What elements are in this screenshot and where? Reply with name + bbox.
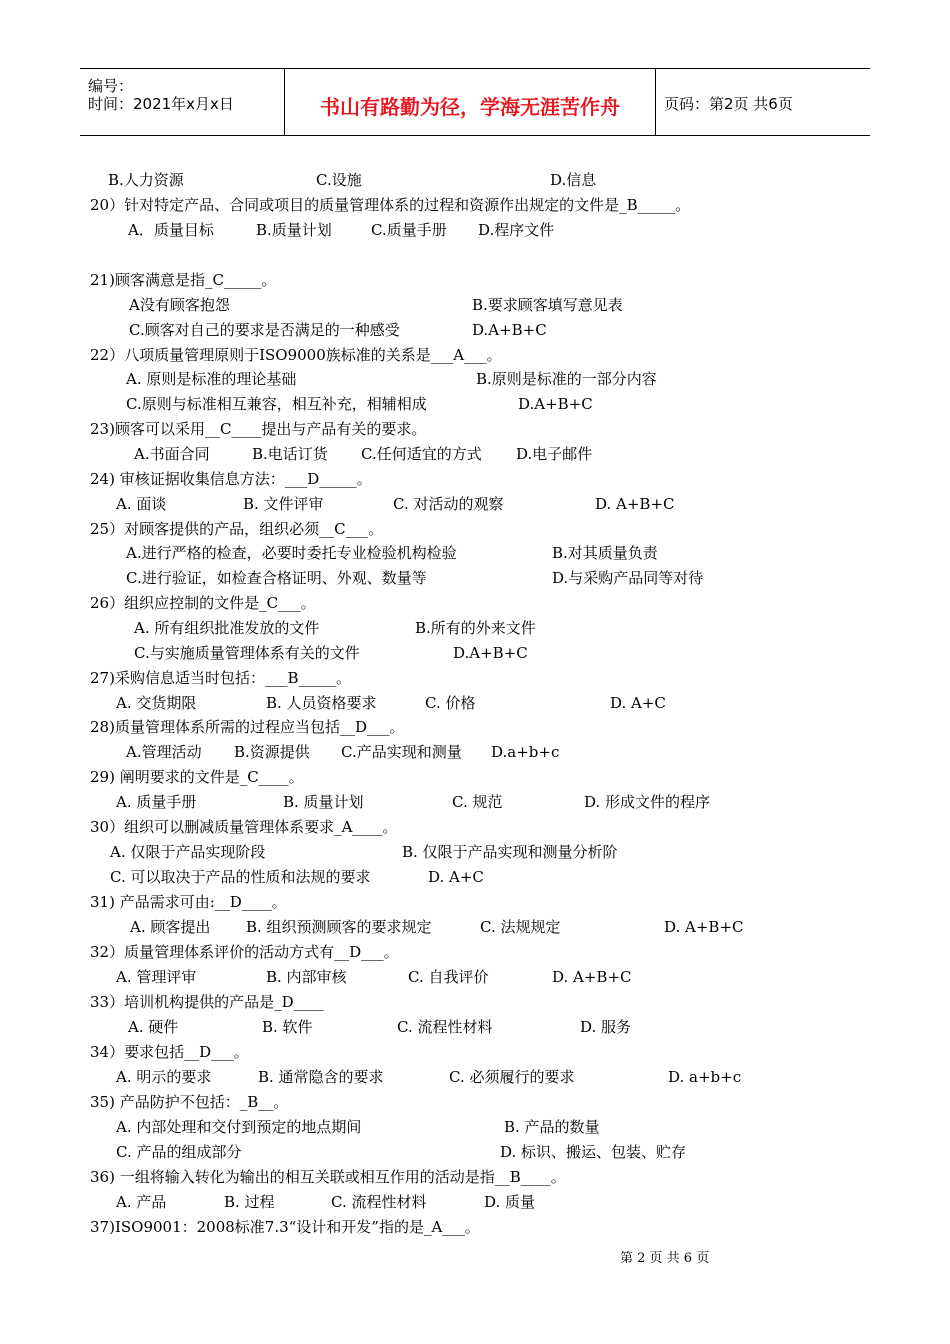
option-text: B. 内部审核 (266, 968, 347, 986)
header-info-cell (80, 69, 285, 135)
option-text: C.质量手册 (371, 221, 447, 239)
question-text: 23)顾客可以采用__C____提出与产品有关的要求。 (90, 420, 427, 438)
question-text: 29) 阐明要求的文件是_C____。 (90, 768, 304, 786)
option-text: A. 产品 (116, 1193, 167, 1211)
option-text: C. 价格 (425, 694, 476, 712)
question-text: 33）培训机构提供的产品是_D____ (90, 993, 324, 1011)
option-text: C.任何适宜的方式 (361, 445, 482, 463)
option-text: A.书面合同 (134, 445, 210, 463)
question-text: 31) 产品需求可由:__D____。 (90, 893, 287, 911)
option-text: C. 规范 (452, 793, 503, 811)
question-text: 35) 产品防护不包括：_B__。 (90, 1093, 289, 1111)
option-text: B.所有的外来文件 (415, 619, 536, 637)
option-text: A. 硬件 (128, 1018, 179, 1036)
option-text: B. 组织预测顾客的要求规定 (246, 918, 432, 936)
option-text: C. 必须履行的要求 (449, 1068, 575, 1086)
option-text: C.与实施质量管理体系有关的文件 (134, 644, 360, 662)
option-text: B.资源提供 (234, 743, 310, 761)
question-text: 26）组织应控制的文件是_C___。 (90, 594, 316, 612)
question-text: 25）对顾客提供的产品，组织必须__C___。 (90, 520, 384, 538)
option-text: A. 仅限于产品实现阶段 (110, 843, 266, 861)
question-text: 37)ISO9001：2008标准7.3“设计和开发”指的是_A___。 (90, 1218, 480, 1236)
document-time-label: 时间：2021年x月x日 (88, 95, 234, 113)
document-number-label: 编号： (88, 77, 134, 95)
option-text: A．质量目标 (128, 221, 214, 239)
header-motto-cell (285, 69, 656, 135)
option-text: A. 质量手册 (116, 793, 197, 811)
option-text: D.A+B+C (518, 395, 593, 413)
option-text: B. 通常隐含的要求 (258, 1068, 384, 1086)
option-text: A. 顾客提出 (130, 918, 211, 936)
option-text: D.电子邮件 (516, 445, 593, 463)
option-text: A没有顾客抱怨 (129, 296, 230, 314)
question-text: 22）八项质量管理原则于ISO9000族标准的关系是___A___。 (90, 346, 502, 364)
option-text: A.管理活动 (126, 743, 202, 761)
option-text: D.信息 (550, 171, 597, 189)
header-page-code: 页码：第2页 共6页 (664, 95, 793, 113)
option-text: B.质量计划 (256, 221, 332, 239)
option-text: A.进行严格的检查，必要时委托专业检验机构检验 (126, 544, 457, 562)
option-text: C. 法规规定 (480, 918, 561, 936)
option-text: B.原则是标准的一部分内容 (476, 370, 657, 388)
option-text: D.与采购产品同等对待 (552, 569, 704, 587)
option-text: C. 流程性材料 (397, 1018, 493, 1036)
option-text: D. 形成文件的程序 (584, 793, 711, 811)
option-text: C.产品实现和测量 (341, 743, 462, 761)
question-text: 34）要求包括__D___。 (90, 1043, 249, 1061)
option-text: C. 对活动的观察 (393, 495, 504, 513)
option-text: B.对其质量负责 (552, 544, 658, 562)
option-text: D. a+b+c (668, 1068, 742, 1086)
option-text: C. 可以取决于产品的性质和法规的要求 (110, 868, 371, 886)
option-text: B. 文件评审 (243, 495, 324, 513)
question-text: 20）针对特定产品、合同或项目的质量管理体系的过程和资源作出规定的文件是_B_____。 (90, 196, 691, 214)
option-text: C.进行验证，如检查合格证明、外观、数量等 (126, 569, 427, 587)
question-text: 30）组织可以删减质量管理体系要求_A____。 (90, 818, 398, 836)
page-header (80, 68, 870, 136)
option-text: D. 质量 (484, 1193, 536, 1211)
option-text: A. 面谈 (116, 495, 167, 513)
option-text: A. 原则是标准的理论基础 (126, 370, 297, 388)
option-text: B. 产品的数量 (504, 1118, 600, 1136)
option-text: D. A+B+C (552, 968, 632, 986)
option-text: D. A+B+C (664, 918, 744, 936)
question-text: 28)质量管理体系所需的过程应当包括__D___。 (90, 718, 405, 736)
option-text: A. 内部处理和交付到预定的地点期间 (116, 1118, 362, 1136)
option-text: D. A+B+C (595, 495, 675, 513)
option-text: B. 仅限于产品实现和测量分析阶 (402, 843, 618, 861)
question-text: 27)采购信息适当时包括：___B_____。 (90, 669, 351, 687)
question-text: 21)顾客满意是指_C_____。 (90, 271, 277, 289)
option-text: C.设施 (316, 171, 362, 189)
option-text: C.顾客对自己的要求是否满足的一种感受 (129, 321, 400, 339)
question-text: 24) 审核证据收集信息方法：___D_____。 (90, 470, 372, 488)
option-text: C. 流程性材料 (331, 1193, 427, 1211)
option-text: B.要求顾客填写意见表 (472, 296, 623, 314)
question-text: 32）质量管理体系评价的活动方式有__D___。 (90, 943, 399, 961)
option-text: C. 产品的组成部分 (116, 1143, 242, 1161)
option-text: C. 自我评价 (408, 968, 489, 986)
option-text: B. 质量计划 (283, 793, 364, 811)
header-motto: 书山有路勤为径，学海无涯苦作舟 (320, 95, 620, 119)
option-text: B.电话订货 (252, 445, 328, 463)
option-text: C.原则与标准相互兼容，相互补充，相辅相成 (126, 395, 427, 413)
option-text: D.a+b+c (491, 743, 560, 761)
option-text: B. 软件 (262, 1018, 313, 1036)
option-text: D.A+B+C (472, 321, 547, 339)
page-footer: 第 2 页 共 6 页 (620, 1251, 710, 1266)
header-page-cell (656, 69, 870, 135)
option-text: A. 交货期限 (116, 694, 197, 712)
option-text: D. A+C (428, 868, 484, 886)
option-text: D.A+B+C (453, 644, 528, 662)
question-text: 36) 一组将输入转化为输出的相互关联或相互作用的活动是指__B____。 (90, 1168, 566, 1186)
option-text: B. 过程 (224, 1193, 275, 1211)
option-text: D. A+C (610, 694, 666, 712)
option-text: A. 明示的要求 (116, 1068, 212, 1086)
option-text: D.程序文件 (478, 221, 555, 239)
option-text: A. 所有组织批准发放的文件 (134, 619, 320, 637)
option-text: D. 标识、搬运、包装、贮存 (500, 1143, 687, 1161)
option-text: B.人力资源 (108, 171, 184, 189)
option-text: D. 服务 (580, 1018, 632, 1036)
option-text: B. 人员资格要求 (266, 694, 377, 712)
option-text: A. 管理评审 (116, 968, 197, 986)
